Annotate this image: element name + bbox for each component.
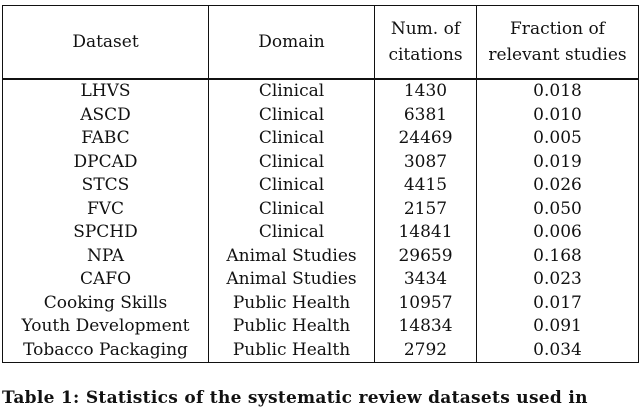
cell-fraction: 0.005 bbox=[477, 127, 639, 151]
header-domain: Domain bbox=[209, 6, 375, 80]
cell-citations: 3434 bbox=[375, 268, 477, 292]
header-citations-line-2: citations bbox=[388, 45, 463, 65]
cell-fraction: 0.019 bbox=[477, 151, 639, 175]
table-header-row bbox=[3, 6, 639, 80]
table-body bbox=[3, 79, 639, 363]
cell-dataset: LHVS bbox=[3, 79, 209, 104]
cell-fraction: 0.010 bbox=[477, 104, 639, 128]
table-row bbox=[3, 315, 639, 339]
header-fraction-line-2: relevant studies bbox=[488, 45, 627, 65]
cell-dataset: Tobacco Packaging bbox=[3, 339, 209, 363]
cell-domain: Clinical bbox=[209, 79, 375, 104]
header-citations bbox=[375, 6, 477, 80]
header-fraction bbox=[477, 6, 639, 80]
table-row bbox=[3, 292, 639, 316]
cell-domain: Clinical bbox=[209, 221, 375, 245]
cell-dataset: Cooking Skills bbox=[3, 292, 209, 316]
cell-citations: 14834 bbox=[375, 315, 477, 339]
cell-fraction: 0.017 bbox=[477, 292, 639, 316]
cell-domain: Clinical bbox=[209, 151, 375, 175]
header-dataset: Dataset bbox=[3, 6, 209, 80]
cell-dataset: CAFO bbox=[3, 268, 209, 292]
cell-citations: 4415 bbox=[375, 174, 477, 198]
cell-dataset: SPCHD bbox=[3, 221, 209, 245]
cell-citations: 1430 bbox=[375, 79, 477, 104]
cell-citations: 2157 bbox=[375, 198, 477, 222]
cell-domain: Clinical bbox=[209, 198, 375, 222]
dataset-statistics-table bbox=[2, 5, 639, 363]
cell-domain: Public Health bbox=[209, 292, 375, 316]
cell-domain: Animal Studies bbox=[209, 245, 375, 269]
table-row bbox=[3, 104, 639, 128]
cell-dataset: ASCD bbox=[3, 104, 209, 128]
table-row bbox=[3, 268, 639, 292]
cell-dataset: STCS bbox=[3, 174, 209, 198]
table-caption: Table 1: Statistics of the systematic review datasets used in bbox=[2, 388, 588, 408]
table-row bbox=[3, 339, 639, 363]
cell-fraction: 0.091 bbox=[477, 315, 639, 339]
cell-fraction: 0.023 bbox=[477, 268, 639, 292]
cell-dataset: NPA bbox=[3, 245, 209, 269]
cell-citations: 3087 bbox=[375, 151, 477, 175]
cell-citations: 10957 bbox=[375, 292, 477, 316]
cell-domain: Public Health bbox=[209, 339, 375, 363]
table-row bbox=[3, 198, 639, 222]
cell-domain: Animal Studies bbox=[209, 268, 375, 292]
cell-citations: 6381 bbox=[375, 104, 477, 128]
cell-fraction: 0.034 bbox=[477, 339, 639, 363]
cell-fraction: 0.168 bbox=[477, 245, 639, 269]
table-row bbox=[3, 245, 639, 269]
cell-domain: Clinical bbox=[209, 104, 375, 128]
table-row bbox=[3, 221, 639, 245]
cell-citations: 2792 bbox=[375, 339, 477, 363]
cell-domain: Public Health bbox=[209, 315, 375, 339]
cell-domain: Clinical bbox=[209, 174, 375, 198]
cell-dataset: DPCAD bbox=[3, 151, 209, 175]
cell-dataset: FVC bbox=[3, 198, 209, 222]
table-row bbox=[3, 151, 639, 175]
cell-domain: Clinical bbox=[209, 127, 375, 151]
table-row bbox=[3, 174, 639, 198]
cell-citations: 29659 bbox=[375, 245, 477, 269]
cell-fraction: 0.018 bbox=[477, 79, 639, 104]
cell-dataset: Youth Development bbox=[3, 315, 209, 339]
cell-fraction: 0.050 bbox=[477, 198, 639, 222]
cell-dataset: FABC bbox=[3, 127, 209, 151]
table-row bbox=[3, 79, 639, 104]
table-row bbox=[3, 127, 639, 151]
header-fraction-line-1: Fraction of bbox=[510, 19, 605, 39]
cell-citations: 14841 bbox=[375, 221, 477, 245]
header-citations-line-1: Num. of bbox=[390, 19, 461, 39]
cell-fraction: 0.006 bbox=[477, 221, 639, 245]
cell-fraction: 0.026 bbox=[477, 174, 639, 198]
cell-citations: 24469 bbox=[375, 127, 477, 151]
